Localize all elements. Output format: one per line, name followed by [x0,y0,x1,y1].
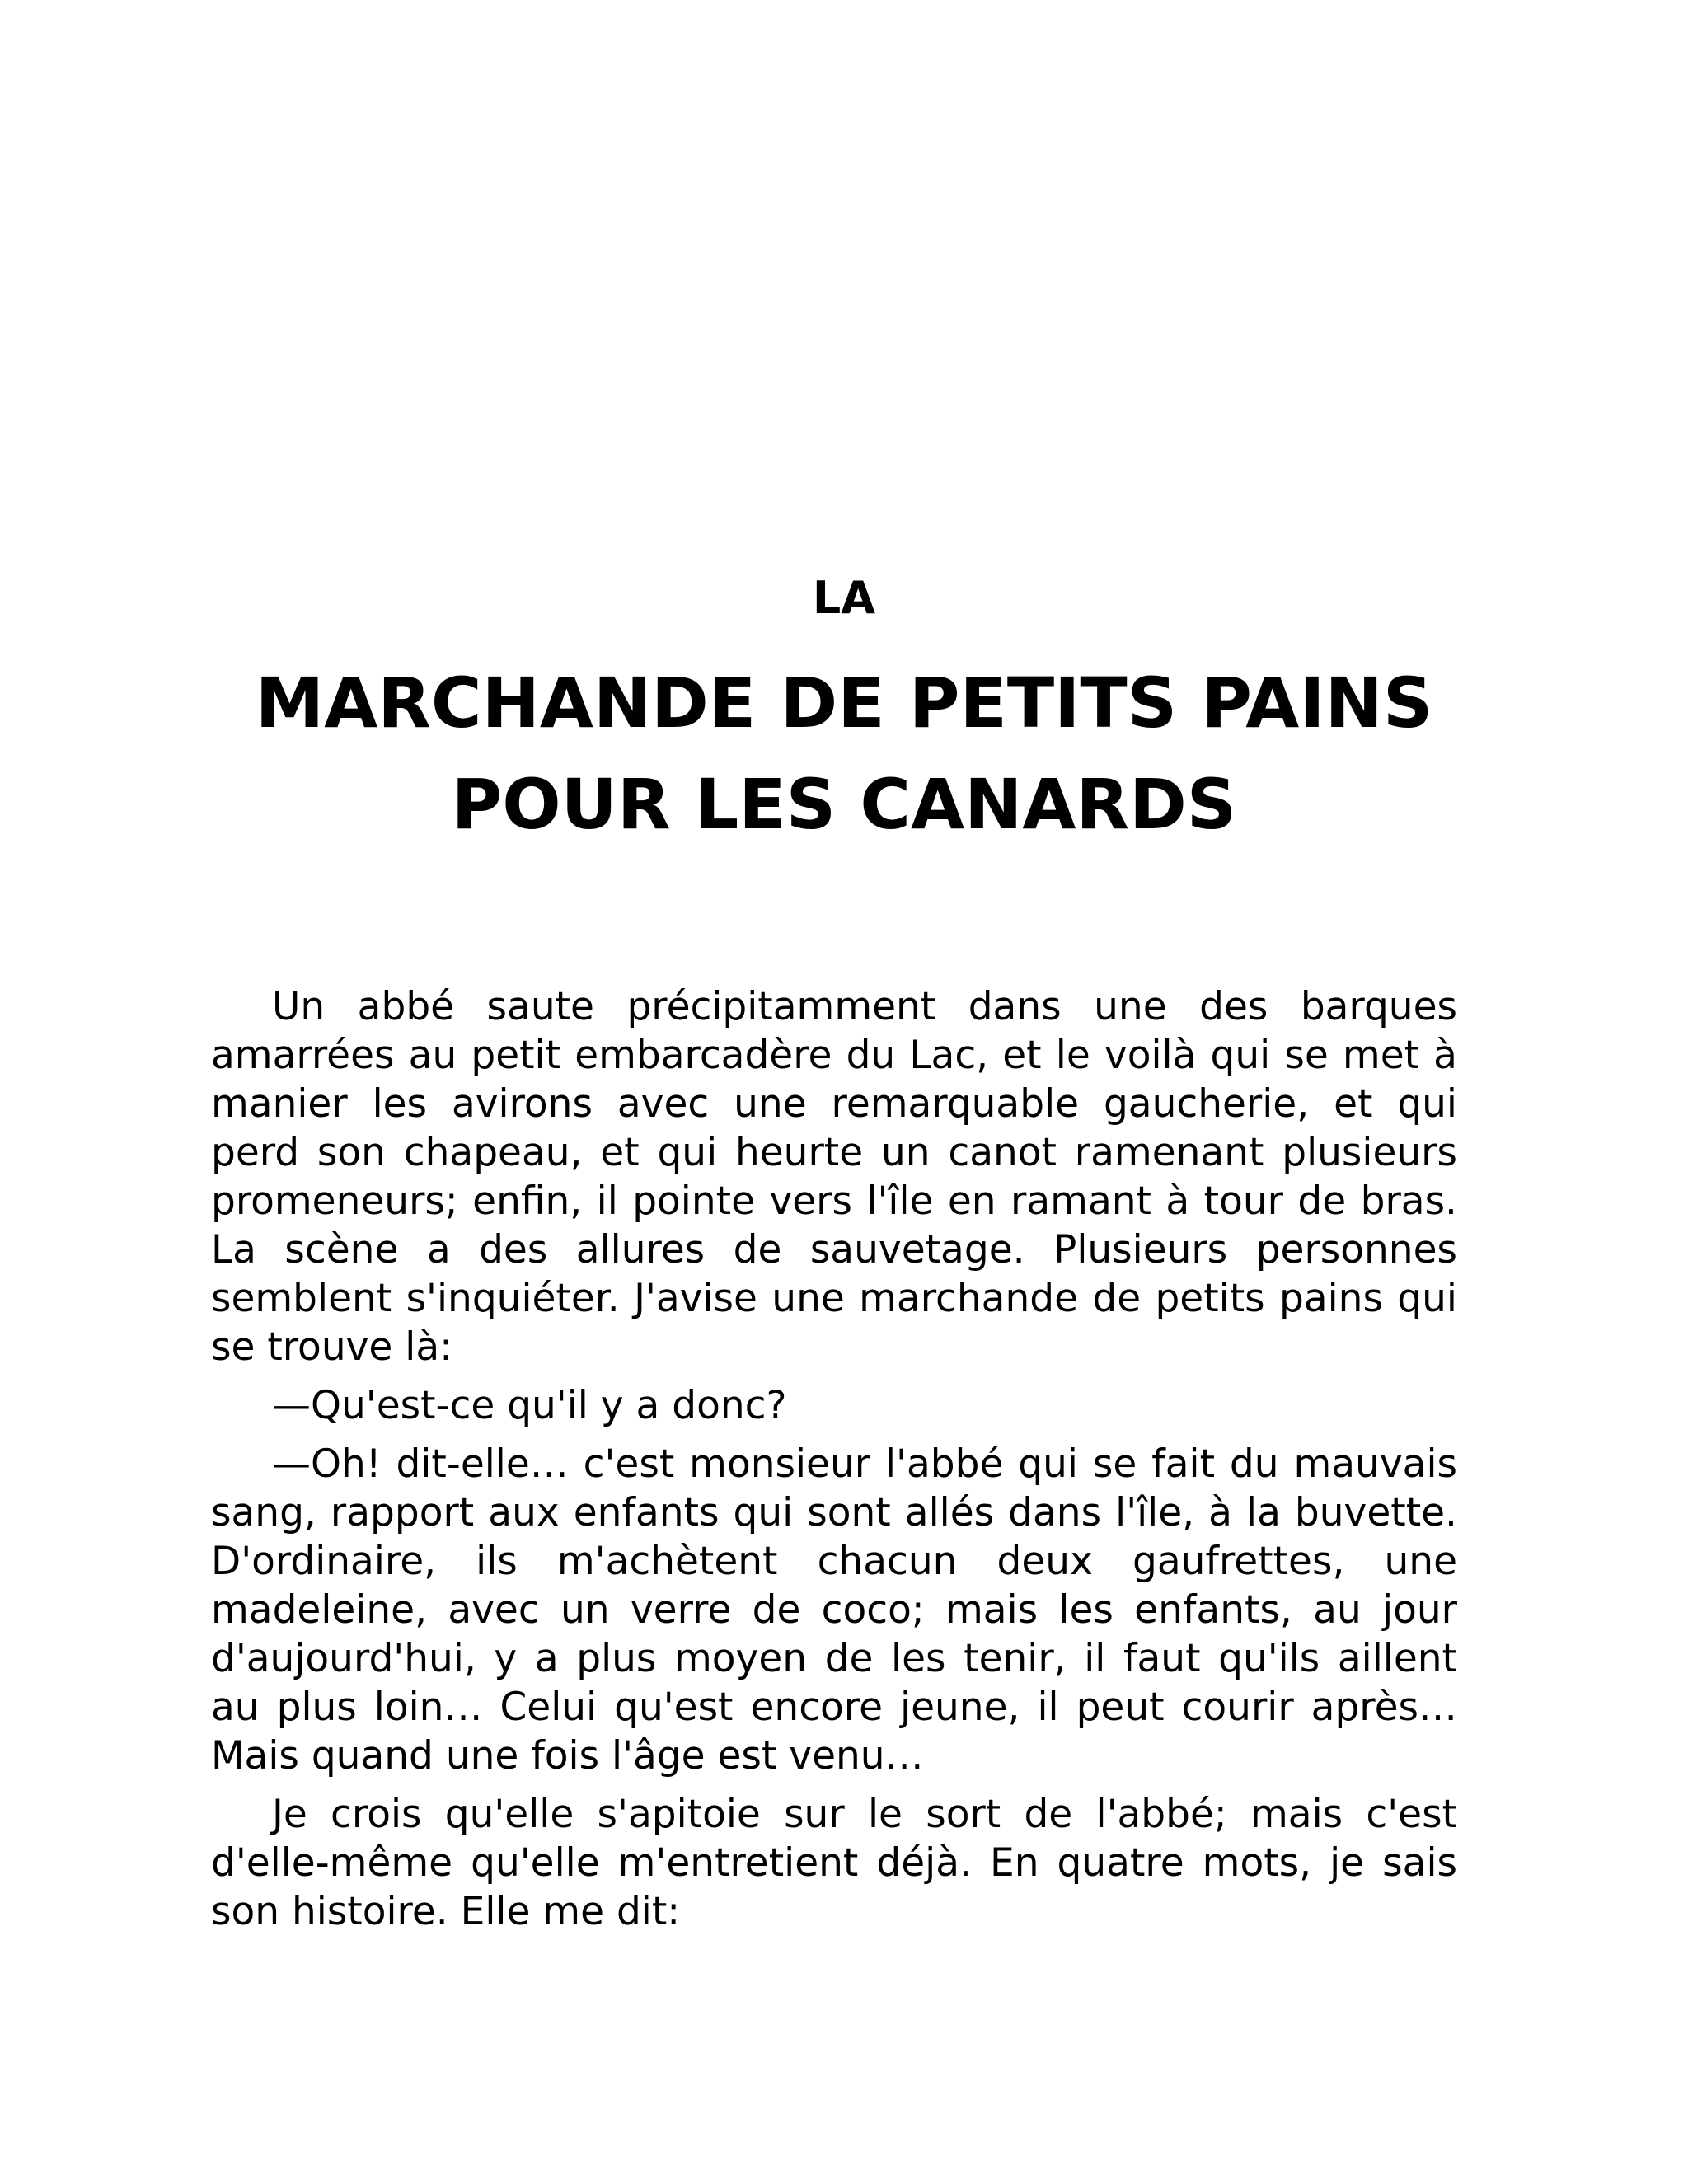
chapter-title-line-2: POUR LES CANARDS [451,764,1237,845]
paragraph-opening: Un abbé saute précipitamment dans une des barques amarrées au petit embarcadère du Lac, et le voilà qui se met à manier les avirons avec une remarquable gaucherie, et qui perd son chapeau, et qui heurte un canot ramenant plusieurs promeneurs; enfin, il pointe vers l'île en ramant à tour de bras. La scène a des allures de sauvetage. Plusieurs personnes semblent s'inquiéter. J'avise une marchande de petits pains qui se trouve là: [211,984,1457,1370]
chapter-title-line-1: MARCHANDE DE PETITS PAINS [255,663,1433,743]
chapter-title-article: LA [812,572,876,624]
paragraph-dialogue-answer: —Oh! dit-elle… c'est monsieur l'abbé qui se fait du mauvais sang, rapport aux enfants qui sont allés dans l'île, à la buvette. D'ordinaire, ils m'achètent chacun deux gaufrettes, une madeleine, avec un verre de coco; mais les enfants, au jour d'aujourd'hui, y a plus moyen de les tenir, il faut qu'ils aillent au plus loin… Celui qu'est encore jeune, il peut courir après… Mais quand une fois l'âge est venu… [211,1441,1457,1779]
paragraph-narration: Je crois qu'elle s'apitoie sur le sort de l'abbé; mais c'est d'elle-même qu'elle m'entretient déjà. En quatre mots, je sais son histoire. Elle me dit: [211,1792,1457,1934]
paragraph-dialogue-question: —Qu'est-ce qu'il y a donc? [272,1383,787,1428]
chapter-body [211,982,1457,1946]
